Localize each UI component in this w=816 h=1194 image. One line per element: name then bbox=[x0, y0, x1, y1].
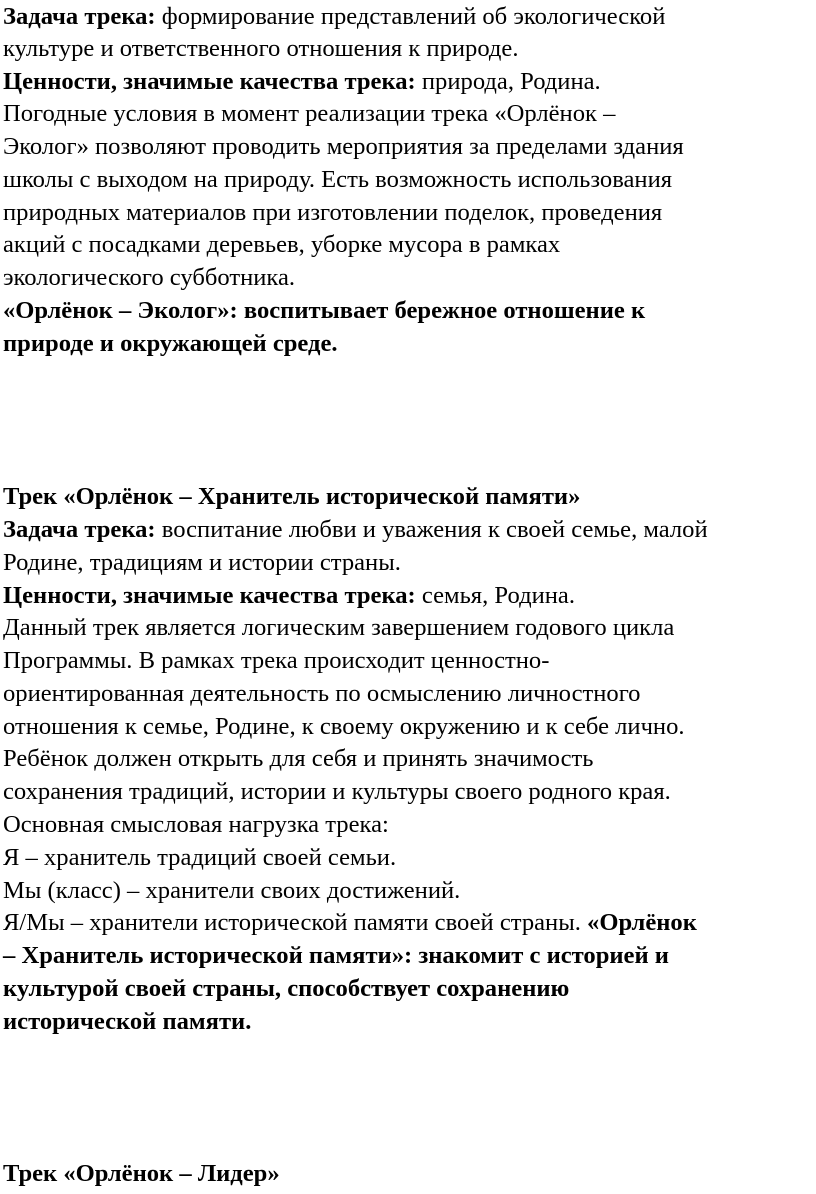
task-line-1 bbox=[3, 1, 665, 33]
task-line-2: культуре и ответственного отношения к природе. bbox=[3, 35, 519, 62]
body-line: Ребёнок должен открыть для себя и принять значимость bbox=[3, 745, 594, 772]
task-text: формирование представлений об экологической bbox=[155, 3, 666, 30]
body-summary-line bbox=[3, 907, 697, 939]
task-label: Задача трека: bbox=[3, 516, 156, 543]
values-line bbox=[3, 66, 601, 98]
body-line: Данный трек является логическим завершением годового цикла bbox=[3, 614, 675, 641]
task-text: воспитание любви и уважения к своей семье, малой bbox=[155, 516, 708, 543]
values-label: Ценности, значимые качества трека: bbox=[3, 582, 416, 609]
values-text: семья, Родина. bbox=[415, 582, 575, 609]
summary-line: природе и окружающей среде. bbox=[3, 330, 338, 357]
body-line: ориентированная деятельность по осмыслению личностного bbox=[3, 680, 641, 707]
body-text: Я/Мы – хранители исторической памяти своей страны. bbox=[3, 909, 588, 936]
task-line-1 bbox=[3, 514, 708, 546]
summary-line: культурой своей страны, способствует сохранению bbox=[3, 975, 570, 1002]
body-line: природных материалов при изготовлении поделок, проведения bbox=[3, 199, 663, 226]
summary-line: исторической памяти. bbox=[3, 1008, 252, 1035]
body-line: Мы (класс) – хранители своих достижений. bbox=[3, 877, 461, 904]
values-label: Ценности, значимые качества трека: bbox=[3, 68, 416, 95]
summary-line: – Хранитель исторической памяти»: знакомит с историей и bbox=[3, 942, 669, 969]
body-line: Я – хранитель традиций своей семьи. bbox=[3, 844, 397, 871]
section-title: Трек «Орлёнок – Хранитель исторической памяти» bbox=[3, 483, 581, 510]
body-line: Основная смысловая нагрузка трека: bbox=[3, 811, 389, 838]
task-label: Задача трека: bbox=[3, 3, 156, 30]
body-line: школы с выходом на природу. Есть возможность использования bbox=[3, 166, 673, 193]
values-text: природа, Родина. bbox=[415, 68, 601, 95]
summary-start: «Орлёнок bbox=[587, 909, 697, 936]
body-line: акций с посадками деревьев, уборке мусора в рамках bbox=[3, 231, 561, 258]
summary-line: «Орлёнок – Эколог»: воспитывает бережное отношение к bbox=[3, 297, 646, 324]
values-line bbox=[3, 580, 575, 612]
body-line: отношения к семье, Родине, к своему окружению и к себе лично. bbox=[3, 713, 685, 740]
task-line-2: Родине, традициям и истории страны. bbox=[3, 549, 401, 576]
body-line: экологического субботника. bbox=[3, 264, 296, 291]
body-line: Погодные условия в момент реализации трека «Орлёнок – bbox=[3, 100, 616, 127]
body-line: Эколог» позволяют проводить мероприятия за пределами здания bbox=[3, 133, 684, 160]
body-line: сохранения традиций, истории и культуры своего родного края. bbox=[3, 778, 671, 805]
body-line: Программы. В рамках трека происходит ценностно- bbox=[3, 647, 550, 674]
section-title: Трек «Орлёнок – Лидер» bbox=[3, 1160, 280, 1187]
